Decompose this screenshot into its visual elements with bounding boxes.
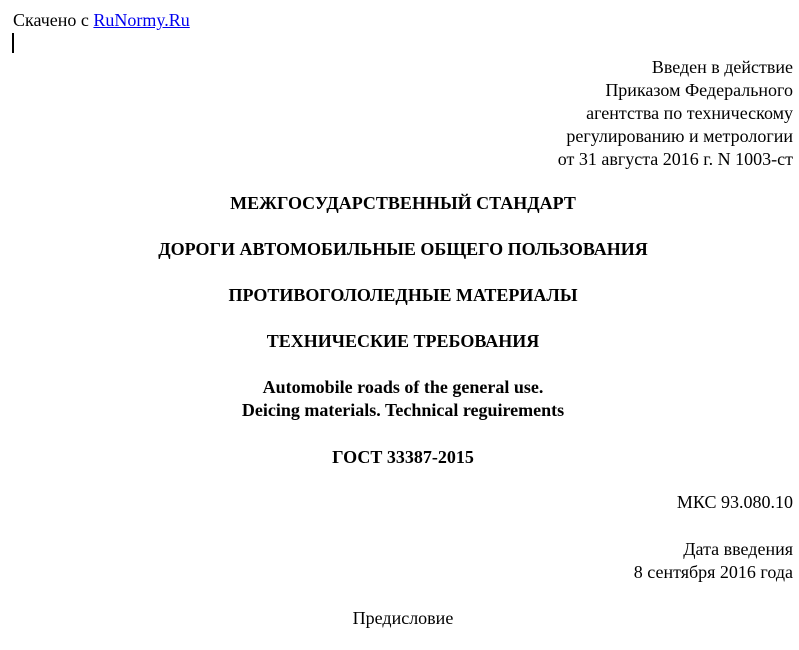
title-line-3: ТЕХНИЧЕСКИЕ ТРЕБОВАНИЯ (266, 331, 540, 351)
source-prefix: Скачено с (13, 10, 89, 30)
source-link[interactable]: RuNormy.Ru (93, 10, 190, 30)
intro-date-value: 8 сентября 2016 года (633, 562, 793, 582)
intro-date-block (634, 538, 793, 584)
title-line-1: ДОРОГИ АВТОМОБИЛЬНЫЕ ОБЩЕГО ПОЛЬЗОВАНИЯ (158, 239, 648, 259)
approval-line: от 31 августа 2016 г. N 1003-ст (557, 149, 793, 169)
english-title-line-2: Deicing materials. Technical reguirements (241, 400, 565, 420)
foreword-heading: Предисловие (352, 608, 454, 628)
english-title (0, 376, 799, 422)
english-title-line-1: Automobile roads of the general use. (262, 377, 544, 397)
approval-line: регулированию и метрологии (566, 126, 793, 146)
source-line (13, 9, 190, 32)
approval-line: Введен в действие (651, 57, 793, 77)
approval-line: Приказом Федерального (605, 80, 793, 100)
intro-date-label: Дата введения (683, 539, 793, 559)
standard-type-heading: МЕЖГОСУДАРСТВЕННЫЙ СТАНДАРТ (230, 193, 576, 213)
title-line-2: ПРОТИВОГОЛОЛЕДНЫЕ МАТЕРИАЛЫ (228, 285, 578, 305)
mks-code: МКС 93.080.10 (676, 492, 793, 512)
gost-number: ГОСТ 33387-2015 (332, 447, 474, 467)
text-cursor (12, 33, 14, 53)
approval-block (558, 56, 793, 171)
approval-line: агентства по техническому (586, 103, 793, 123)
